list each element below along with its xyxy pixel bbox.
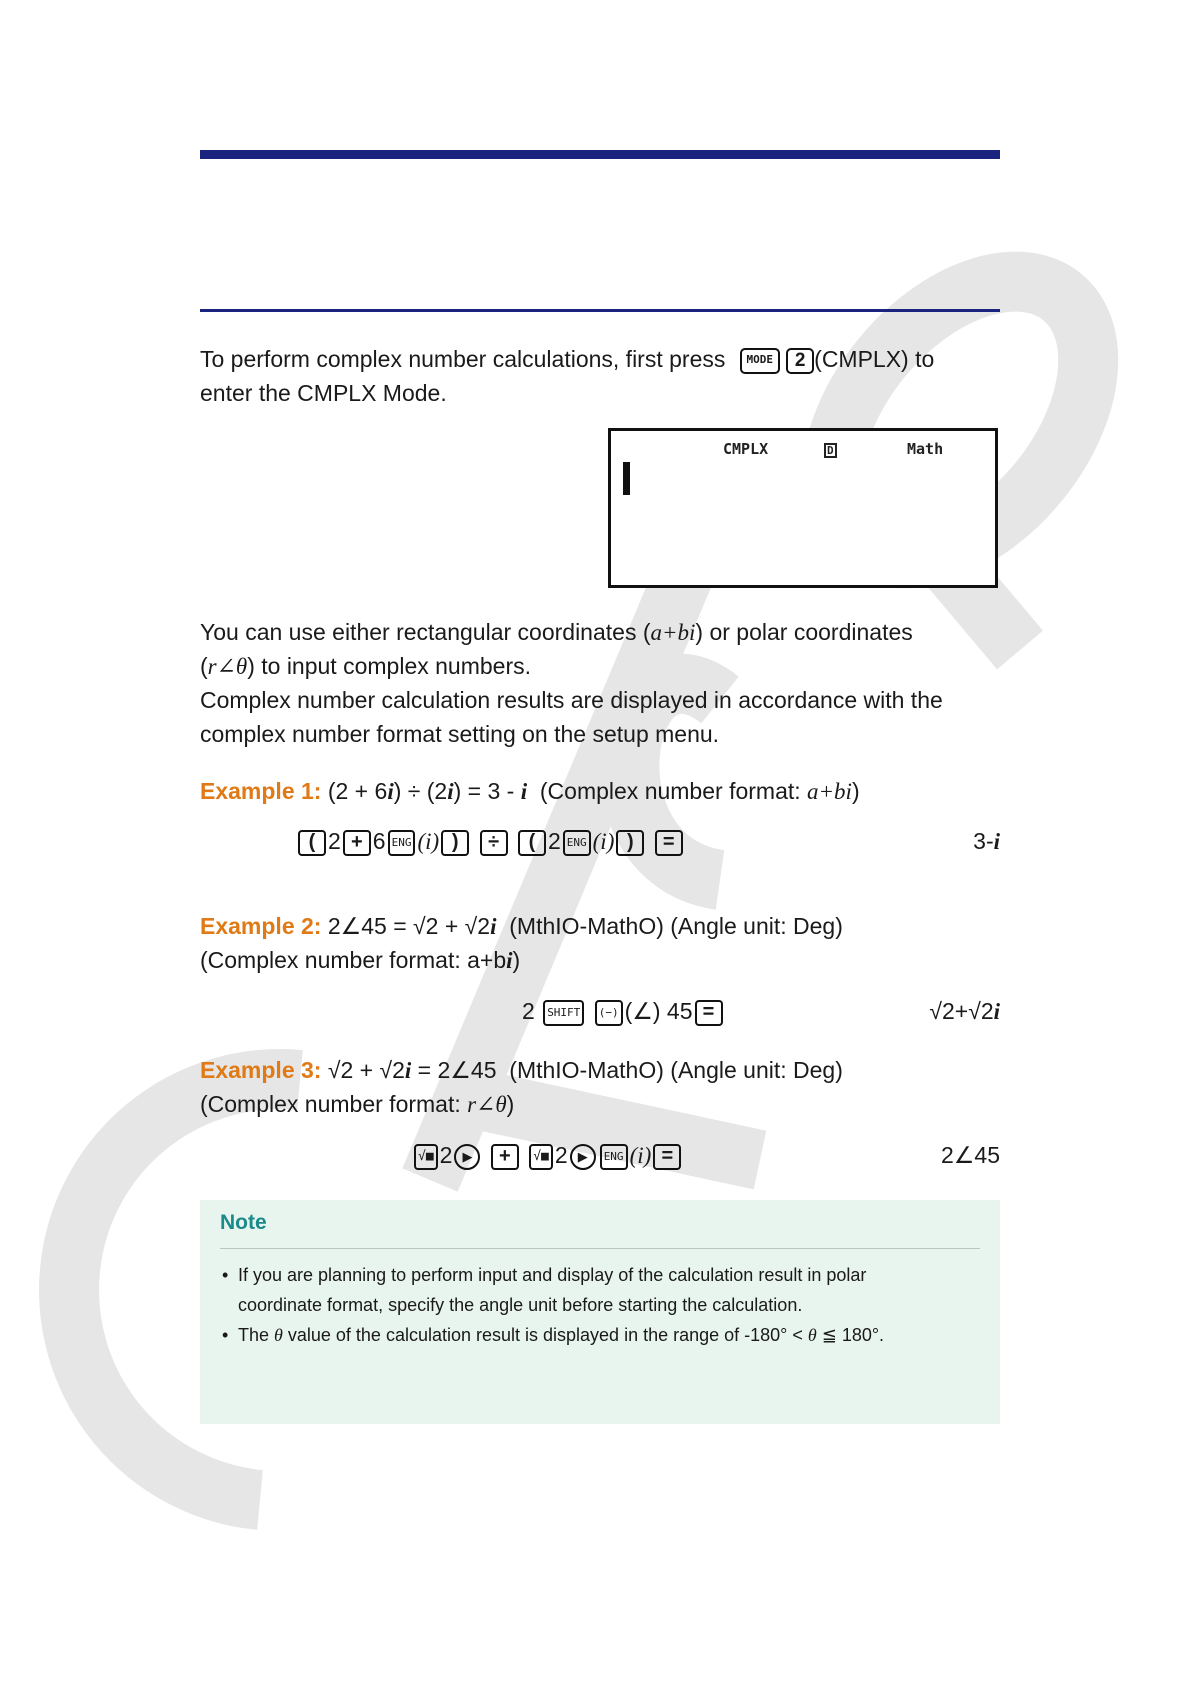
digit: 6: [372, 828, 386, 854]
example-3-format: [200, 1087, 514, 1122]
intro-line-2: enter the CMPLX Mode.: [200, 380, 447, 406]
digit: 2: [328, 828, 341, 854]
right-arrow-key: ▶: [454, 1144, 480, 1170]
calculator-display: [608, 428, 998, 588]
i-label: (i): [629, 1143, 652, 1168]
plus-key: +: [491, 1144, 519, 1170]
imag-unit: i: [404, 1058, 412, 1083]
sqrt-key: √■: [414, 1144, 438, 1170]
open-paren-key: (: [518, 830, 546, 856]
intro-line-1: [200, 342, 934, 376]
mode-key: MODE: [740, 348, 780, 374]
text: ): [512, 947, 521, 973]
equals-key: =: [695, 1000, 723, 1026]
text: ) = 3 -: [453, 778, 521, 804]
theta: θ: [807, 1325, 817, 1345]
coords-line-2: [200, 649, 531, 684]
text: ) to input complex numbers.: [247, 653, 531, 679]
note-box: [200, 1200, 1000, 1424]
sqrt-key: √■: [529, 1144, 553, 1170]
text: (Complex number format: a+b: [200, 947, 507, 973]
coords-line-4: complex number format setting on the setup menu.: [200, 721, 720, 747]
imag-unit: i: [447, 779, 454, 804]
close-paren-key: ): [616, 830, 644, 856]
text: √2 + √2: [327, 1057, 405, 1083]
text: The: [238, 1325, 275, 1345]
text: (MthIO-MathO) (Angle unit: Deg): [509, 913, 843, 939]
imag-unit: i: [993, 999, 1000, 1024]
imag-unit: i: [520, 779, 528, 804]
text: ): [851, 778, 860, 804]
i-label: (i): [417, 829, 440, 854]
example-3-heading: [200, 1053, 843, 1088]
note-divider: [220, 1248, 980, 1249]
text: (: [200, 653, 208, 679]
status-cmplx: CMPLX: [723, 440, 769, 458]
imag-unit: i: [506, 948, 513, 973]
example-label: Example 1:: [200, 778, 322, 804]
eng-key: ENG: [563, 830, 591, 856]
example-2-key-sequence: [522, 996, 725, 1026]
text: ): [506, 1091, 515, 1117]
example-3-result: 2∠45: [941, 1142, 1000, 1168]
text: value of the calculation result is displayed in the range of -180° <: [282, 1325, 808, 1345]
text: coordinate format, specify the angle unit before starting the calculation.: [238, 1295, 803, 1315]
imag-unit: i: [387, 779, 394, 804]
imag-unit: i: [490, 914, 497, 939]
text: 3-: [973, 828, 994, 854]
open-paren-key: (: [298, 830, 326, 856]
note-item: [222, 1320, 982, 1350]
eng-key: ENG: [388, 830, 416, 856]
angle-label: (∠) 45: [624, 998, 693, 1024]
cursor: [623, 462, 630, 495]
example-2-format: [200, 943, 520, 978]
plus-key: +: [343, 830, 371, 856]
note-item: [222, 1260, 982, 1320]
note-title: Note: [220, 1211, 267, 1234]
number-2-key: 2: [786, 348, 814, 374]
intro-cmplx: (CMPLX) to: [814, 346, 935, 372]
bullet: •: [222, 1265, 229, 1285]
example-label: Example 3:: [200, 1057, 322, 1083]
example-2-result: [929, 996, 1000, 1027]
text: You can use either rectangular coordinates (: [200, 619, 651, 645]
equals-key: =: [655, 830, 683, 856]
negative-key: (−): [595, 1000, 623, 1026]
example-1-heading: [200, 774, 860, 809]
digit: 2: [554, 1142, 568, 1168]
status-math: Math: [907, 440, 944, 458]
close-paren-key: ): [441, 830, 469, 856]
example-1-key-sequence: [296, 826, 685, 857]
right-arrow-key: ▶: [570, 1144, 596, 1170]
rect-form: a+bi: [807, 779, 852, 804]
digit: 2: [439, 1142, 453, 1168]
coords-line-3: Complex number calculation results are displayed in accordance with the: [200, 687, 943, 713]
example-3-key-sequence: [412, 1140, 683, 1171]
text: (Complex number format:: [200, 1091, 468, 1117]
equals-key: =: [653, 1144, 681, 1170]
intro-text: To perform complex number calculations, first press: [200, 346, 726, 372]
text: 2∠45 = √2 + √2: [327, 913, 491, 939]
text: (2 + 6: [327, 778, 388, 804]
title-bar: [200, 150, 1000, 159]
eng-key: ENG: [600, 1144, 628, 1170]
text: (Complex number format:: [539, 778, 808, 804]
theta: θ: [274, 1325, 283, 1345]
text: ) or polar coordinates: [695, 619, 913, 645]
polar-form: r∠θ: [467, 1092, 507, 1117]
text: ≦ 180°.: [816, 1325, 885, 1345]
example-2-heading: [200, 909, 843, 944]
polar-form: r∠θ: [207, 654, 248, 679]
text: = 2∠45: [411, 1057, 497, 1083]
divide-key: ÷: [480, 830, 508, 856]
text: If you are planning to perform input and display of the calculation result in polar: [238, 1265, 867, 1285]
coords-line-1: [200, 615, 913, 650]
status-degree-indicator: D: [824, 443, 837, 458]
note-list: [222, 1260, 982, 1350]
example-1-result: [973, 826, 1000, 857]
text: ) ÷ (2: [393, 778, 448, 804]
section-divider: [200, 309, 1000, 312]
digit: 2: [522, 998, 535, 1024]
example-label: Example 2:: [200, 913, 322, 939]
shift-key: SHIFT: [543, 1000, 584, 1026]
text: (MthIO-MathO) (Angle unit: Deg): [509, 1057, 843, 1083]
text: √2+√2: [929, 998, 994, 1024]
bullet: •: [222, 1325, 229, 1345]
imag-unit: i: [993, 829, 1000, 854]
rect-form: a+bi: [650, 620, 696, 645]
digit: 2: [547, 828, 561, 854]
i-label: (i): [592, 829, 615, 854]
